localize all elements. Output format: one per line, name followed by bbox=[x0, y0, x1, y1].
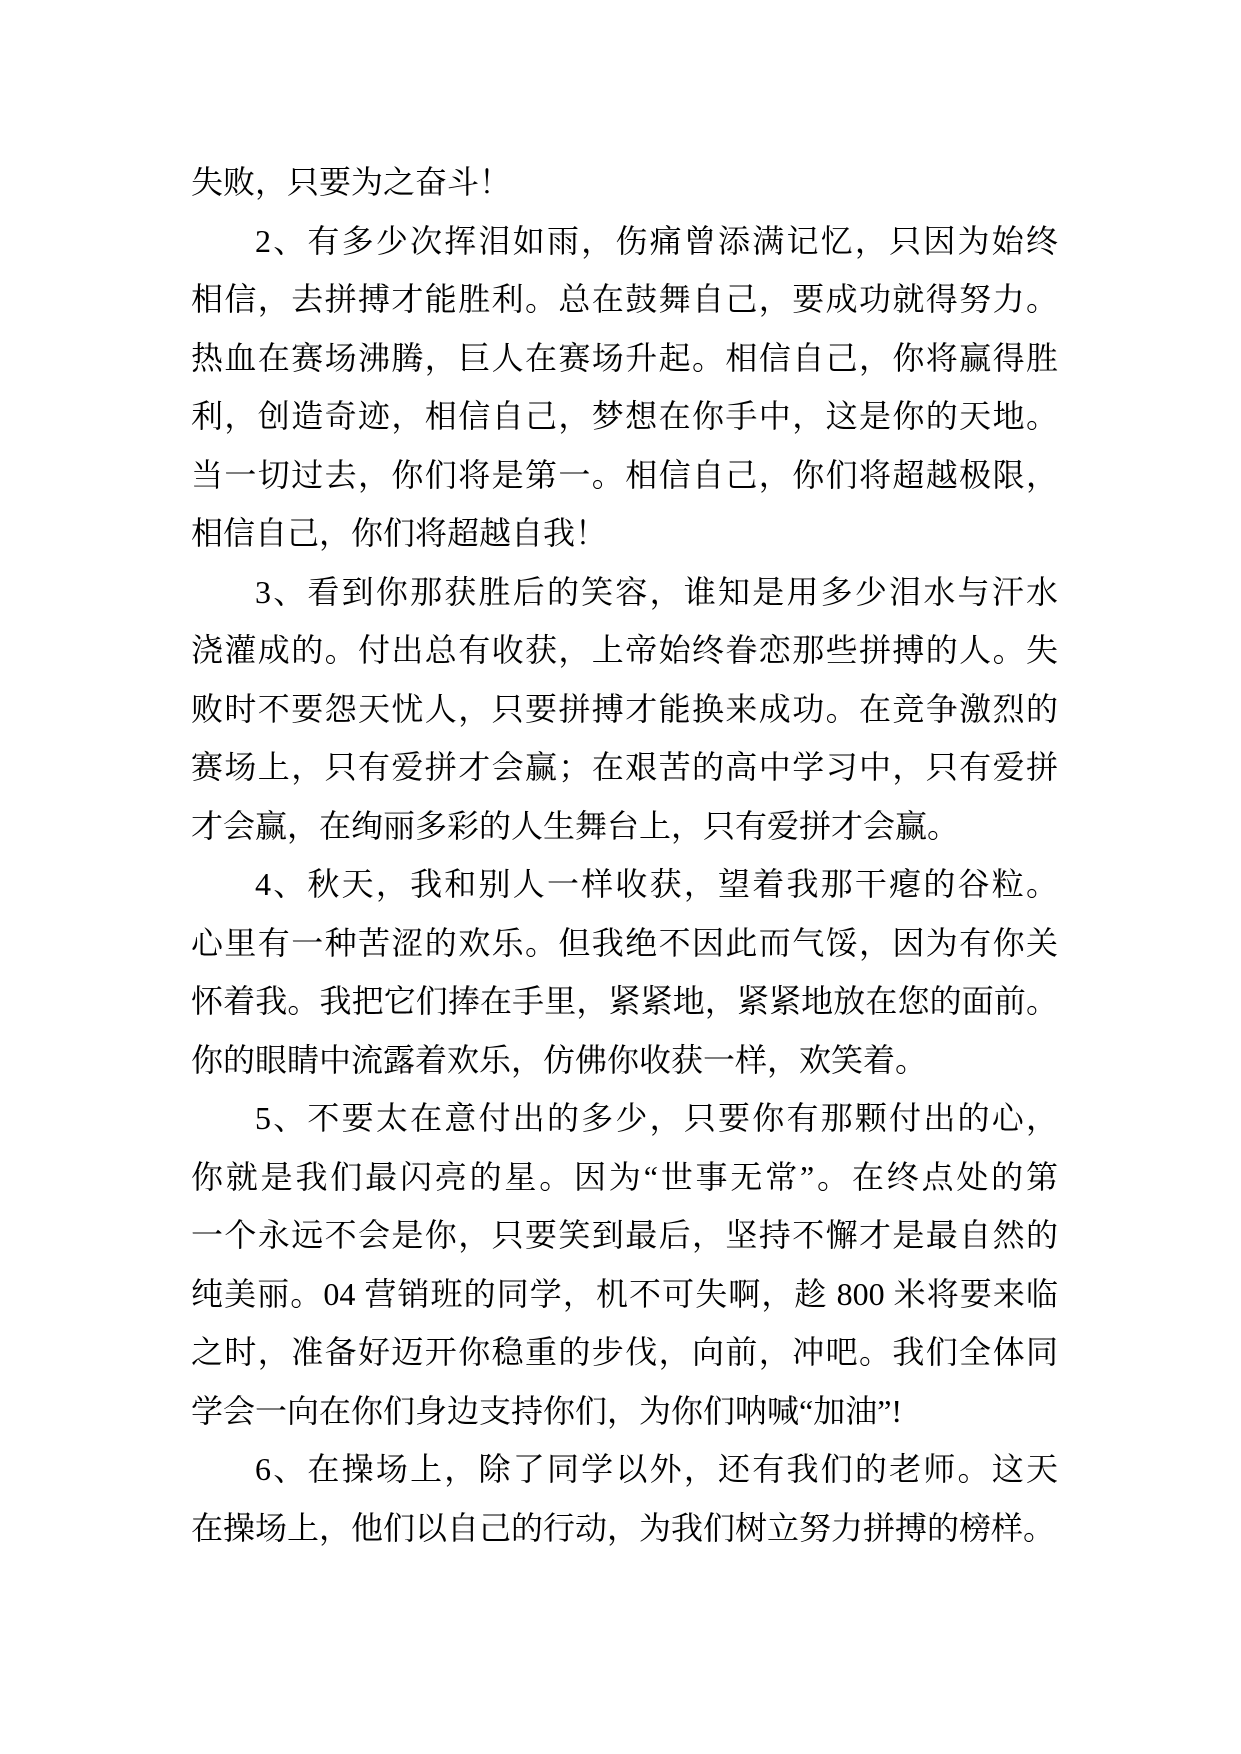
paragraph-2 bbox=[191, 212, 1058, 563]
document-body bbox=[191, 153, 1058, 1557]
text-line: 才会赢，在绚丽多彩的人生舞台上，只有爱拼才会赢。 bbox=[191, 807, 960, 844]
text-line: 5、不要太在意付出的多少，只要你有那颗付出的心， bbox=[255, 1100, 1058, 1136]
text-line: 浇灌成的。付出总有收获，上帝始终眷恋那些拼搏的人。失 bbox=[191, 632, 1058, 668]
paragraph-1-continuation bbox=[191, 153, 1058, 212]
text-line: 当一切过去，你们将是第一。相信自己，你们将超越极限， bbox=[191, 456, 1058, 493]
text-line: 4、秋天，我和别人一样收获，望着我那干瘪的谷粒。 bbox=[255, 866, 1058, 902]
text-line: 怀着我。我把它们捧在手里，紧紧地，紧紧地放在您的面前。 bbox=[191, 983, 1058, 1019]
text-line: 2、有多少次挥泪如雨，伤痛曾添满记忆，只因为始终 bbox=[255, 222, 1058, 259]
text-line: 你就是我们最闪亮的星。因为“世事无常”。在终点处的第 bbox=[191, 1158, 1058, 1195]
text-line: 之时，准备好迈开你稳重的步伐，向前，冲吧。我们全体同 bbox=[191, 1334, 1058, 1370]
text-line: 在操场上，他们以自己的行动，为我们树立努力拼搏的榜样。 bbox=[191, 1509, 1056, 1546]
paragraph-3 bbox=[191, 563, 1058, 856]
text-line: 失败，只要为之奋斗！ bbox=[191, 164, 512, 200]
text-line: 你的眼睛中流露着欢乐，仿佛你收获一样，欢笑着。 bbox=[191, 1041, 928, 1078]
text-line: 热血在赛场沸腾，巨人在赛场升起。相信自己，你将赢得胜 bbox=[191, 339, 1058, 376]
paragraph-6 bbox=[191, 1440, 1058, 1557]
text-line: 利，创造奇迹，相信自己，梦想在你手中，这是你的天地。 bbox=[191, 398, 1058, 434]
text-line: 相信，去拼搏才能胜利。总在鼓舞自己，要成功就得努力。 bbox=[191, 281, 1058, 317]
text-line: 赛场上，只有爱拼才会赢；在艰苦的高中学习中，只有爱拼 bbox=[191, 749, 1058, 785]
text-line: 纯美丽。04 营销班的同学，机不可失啊，趁 800 米将要来临 bbox=[191, 1275, 1058, 1312]
text-line: 学会一向在你们身边支持你们，为你们呐喊“加油”! bbox=[191, 1392, 903, 1429]
paragraph-5 bbox=[191, 1089, 1058, 1440]
text-line: 一个永远不会是你，只要笑到最后，坚持不懈才是最自然的 bbox=[191, 1217, 1058, 1253]
text-line: 相信自己，你们将超越自我！ bbox=[191, 515, 608, 551]
text-line: 3、看到你那获胜后的笑容，谁知是用多少泪水与汗水 bbox=[255, 573, 1058, 610]
text-line: 6、在操场上，除了同学以外，还有我们的老师。这天 bbox=[255, 1451, 1058, 1487]
paragraph-4 bbox=[191, 855, 1058, 1089]
text-line: 败时不要怨天忧人，只要拼搏才能换来成功。在竞争激烈的 bbox=[191, 690, 1058, 727]
text-line: 心里有一种苦涩的欢乐。但我绝不因此而气馁，因为有你关 bbox=[191, 924, 1058, 961]
